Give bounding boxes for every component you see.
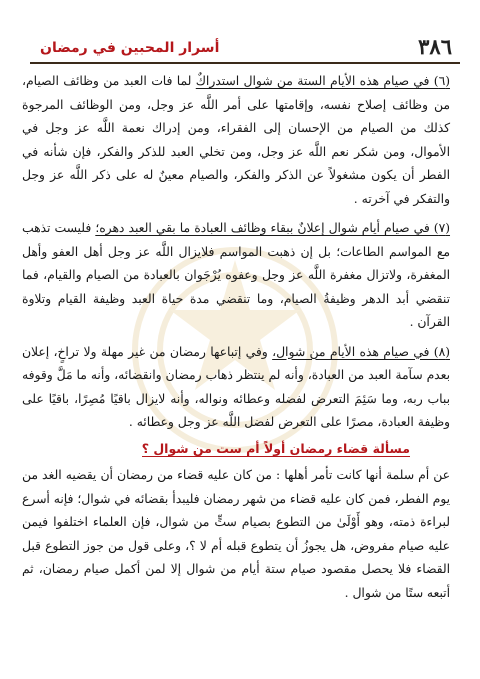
section-heading — [22, 437, 450, 461]
section-heading-text: مسألة قضاء رمضان أولاً أم ست من شوال ؟ — [141, 440, 410, 456]
final-paragraph: عن أم سلمة أنها كانت تأمر أهلها : من كان عليه قضاء من رمضان أن يقضيه الغد من يوم الفطر، فمن كان عليه قضاء من شهر رمضان فليبدأ بقضائه في شوال؛ فإنه أسرع لبراءة ذمته، وهو أَوْلَىٰ من التطوع بصيام ستٍّ من شوال، فإن العلماء اختلفوا فيمن عليه صيام مفروض، هل يجوزُ أن يتطوع قبله أم لا ؟، وعلى قول من جوز التطوع قبل القضاء فلا يحصل مقصود صيام ستة أيام من شوال إلا لمن أكمل صيام رمضان، ثم أتبعه ستًا من شوال . — [22, 468, 450, 600]
page-number: ٣٨٦ — [418, 34, 452, 59]
paragraph-6-lead: (٦) في صيام هذه الأيام الستة من شوال استدراكٌ — [195, 74, 450, 88]
paragraph-8-lead: (٨) في صيام هذه الأيام من شوال، — [272, 344, 450, 359]
paragraph-7-lead: (٧) في صيام أيام شوال إعلانٌ ببقاء وظائف العبادة ما بقي العبد دهره؛ — [95, 221, 451, 235]
paragraph-8 — [22, 341, 450, 435]
paragraph-7-text: فليست تذهب مع المواسم الطاعات؛ بل إن ذهبت المواسم فلايزال اللَّه عز وجل أهل العفو وأهل المغفرة، ولاتزال مغفرة اللَّه عز وجل وعفوه يُرْجَوان بالعبادة من الصيام والقيام، فما تنقضي أبد الدهر وظيفةُ الصيام، وما تنقضي مدة حياة العبد وظيفة القيام وتلاوة القرآن . — [22, 221, 450, 329]
paragraph-6-text: لما فات العبد من وظائف الصيام، من وظائف إصلاح نفسه، وإقامتها على أمر اللَّه عز وجل، ومن الوظائف المرجوة كذلك من الصيام من الإحسان إلى الفقراء، ومن إدراك نعمة اللَّه عز وجل في الأموال، ومن شكر نعم اللَّه عز وجل، ومن تخلي العبد للذكر والفكر، فإن شأنه في الفطر أن يكون مشغولاً عن الذكر والفكر، والصيام معينٌ له على ذكر اللَّه عز وجل والتفكر في آخرته . — [22, 74, 450, 206]
page-header — [30, 32, 460, 64]
paragraph-7 — [22, 217, 450, 335]
page-body — [22, 70, 450, 611]
paragraph-8-text: وفي إتباعها رمضان من غير مهلة ولا تراخٍ، إعلان بعدم سآمة العبد من العبادة، وأنه لم ينتظر ذهاب رمضان وانقضائه، وأنه ما مَلَّ وقوفه بباب ربه، وما سَئِمَ التعرض لفضله وعطائه ونواله، وأنه لايزال باقيًا مُصِرًا، باقيًا على وظيفة العبادة، مصرًا على التعرض لفضل اللَّه عز وجل وعطائه . — [22, 344, 450, 429]
running-title: أسرار المحبين في رمضان — [40, 40, 220, 56]
paragraph-6 — [22, 70, 450, 211]
